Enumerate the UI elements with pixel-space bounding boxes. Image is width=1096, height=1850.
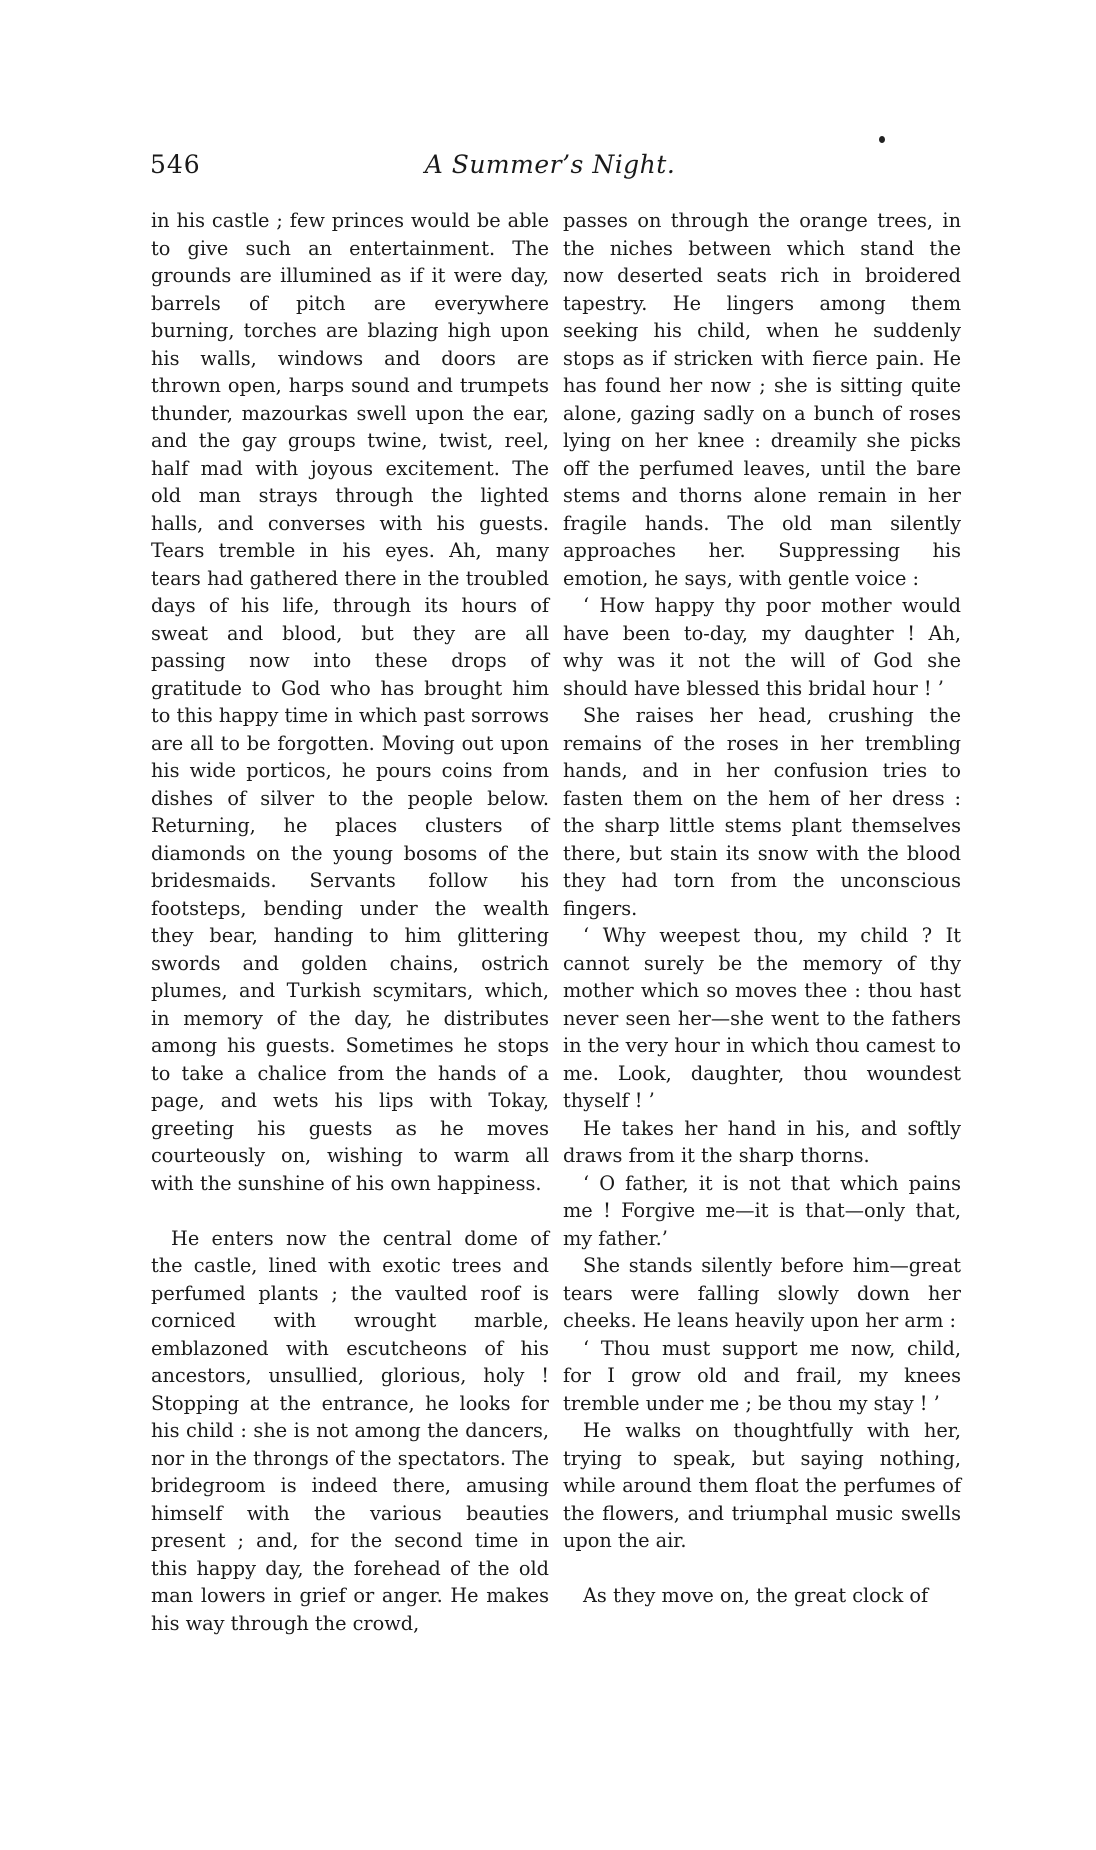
print-speck — [879, 136, 885, 143]
left-column — [151, 207, 549, 1637]
page-number: 546 — [150, 150, 201, 179]
paragraph: As they move on, the great clock of — [583, 1584, 929, 1607]
right-column — [563, 207, 961, 1610]
paragraph: ‘ Thou must support me now, child, for I grow old and frail, my knees tremble under me ; be thou my stay ! ’ — [563, 1336, 961, 1415]
paragraph: He enters now the central dome of the castle, lined with exotic trees and perfumed plants ; the vaulted roof is corniced with wrought marble, emblazoned with escutcheons of his ancestors, unsullied, glorious, holy ! Stopping at the entrance, he looks for his child : she is not among the dancers, nor in the throngs of the spectators. The bridegroom is indeed there, amusing himself with the various beauties present ; and, for the second time in this happy day, the forehead of the old man lowers in grief or anger. He makes his way through the crowd, — [151, 1226, 549, 1635]
paragraph: ‘ How happy thy poor mother would have been to-day, my daughter ! Ah, why was it not the will of God she should have blessed this bridal hour ! ’ — [563, 594, 961, 700]
running-title: A Summer’s Night. — [424, 150, 676, 179]
paragraph: ‘ O father, it is not that which pains me ! Forgive me—it is that—only that, my father.’ — [563, 1171, 961, 1250]
paragraph: He takes her hand in his, and softly draws from it the sharp thorns. — [563, 1116, 961, 1167]
paragraph: She stands silently before him—great tears were falling slowly down her cheeks. He leans heavily upon her arm : — [563, 1254, 961, 1332]
paragraph: in his castle ; few princes would be able to give such an entertainment. The grounds are illumined as if it were day, barrels of pitch are everywhere burning, torches are blazing high upon his walls, windows and doors are thrown open, harps sound and trumpets thunder, mazourkas swell upon the ear, and the gay groups twine, twist, reel, half mad with joyous excitement. The old man strays through the lighted halls, and converses with his guests. Tears tremble in his eyes. Ah, many tears had gathered there in the troubled days of his life, through its hours of sweat and blood, but they are all passing now into these drops of gratitude to God who has brought him to this happy time in which past sorrows are all to be forgotten. Moving out upon his wide porticos, he pours coins from dishes of silver to the people below. Returning, he places clusters of diamonds on the young bosoms of the bridesmaids. Servants follow his footsteps, bending under the wealth they bear, handing to him glittering swords and golden chains, ostrich plumes, and Turkish scymitars, which, in memory of the day, he distributes among his guests. Sometimes he stops to take a chalice from the hands of a page, and wets his lips with Tokay, greeting his guests as he moves courteously on, wishing to warm all with the sunshine of his own happiness. — [151, 209, 549, 1195]
page-header — [150, 150, 950, 186]
paragraph: ‘ Why weepest thou, my child ? It cannot surely be the memory of thy mother which so moves thee : thou hast never seen her—she went to the fathers in the very hour in which thou camest to me. Look, daughter, thou woundest thyself ! ’ — [563, 924, 961, 1112]
paragraph: passes on through the orange trees, in the niches between which stand the now deserted seats rich in broidered tapestry. He lingers among them seeking his child, when he suddenly stops as if stricken with fierce pain. He has found her now ; she is sitting quite alone, gazing sadly on a bunch of roses lying on her knee : dreamily she picks off the perfumed leaves, until the bare stems and thorns alone remain in her fragile hands. The old man silently approaches her. Suppressing his emotion, he says, with gentle voice : — [563, 209, 961, 590]
paragraph: He walks on thoughtfully with her, trying to speak, but saying nothing, while around them float the perfumes of the flowers, and triumphal music swells upon the air. — [563, 1419, 961, 1552]
paragraph: She raises her head, crushing the remains of the roses in her trembling hands, and in her confusion tries to fasten them on the hem of her dress : the sharp little stems plant themselves there, but stain its snow with the blood they had torn from the unconscious fingers. — [563, 704, 961, 920]
